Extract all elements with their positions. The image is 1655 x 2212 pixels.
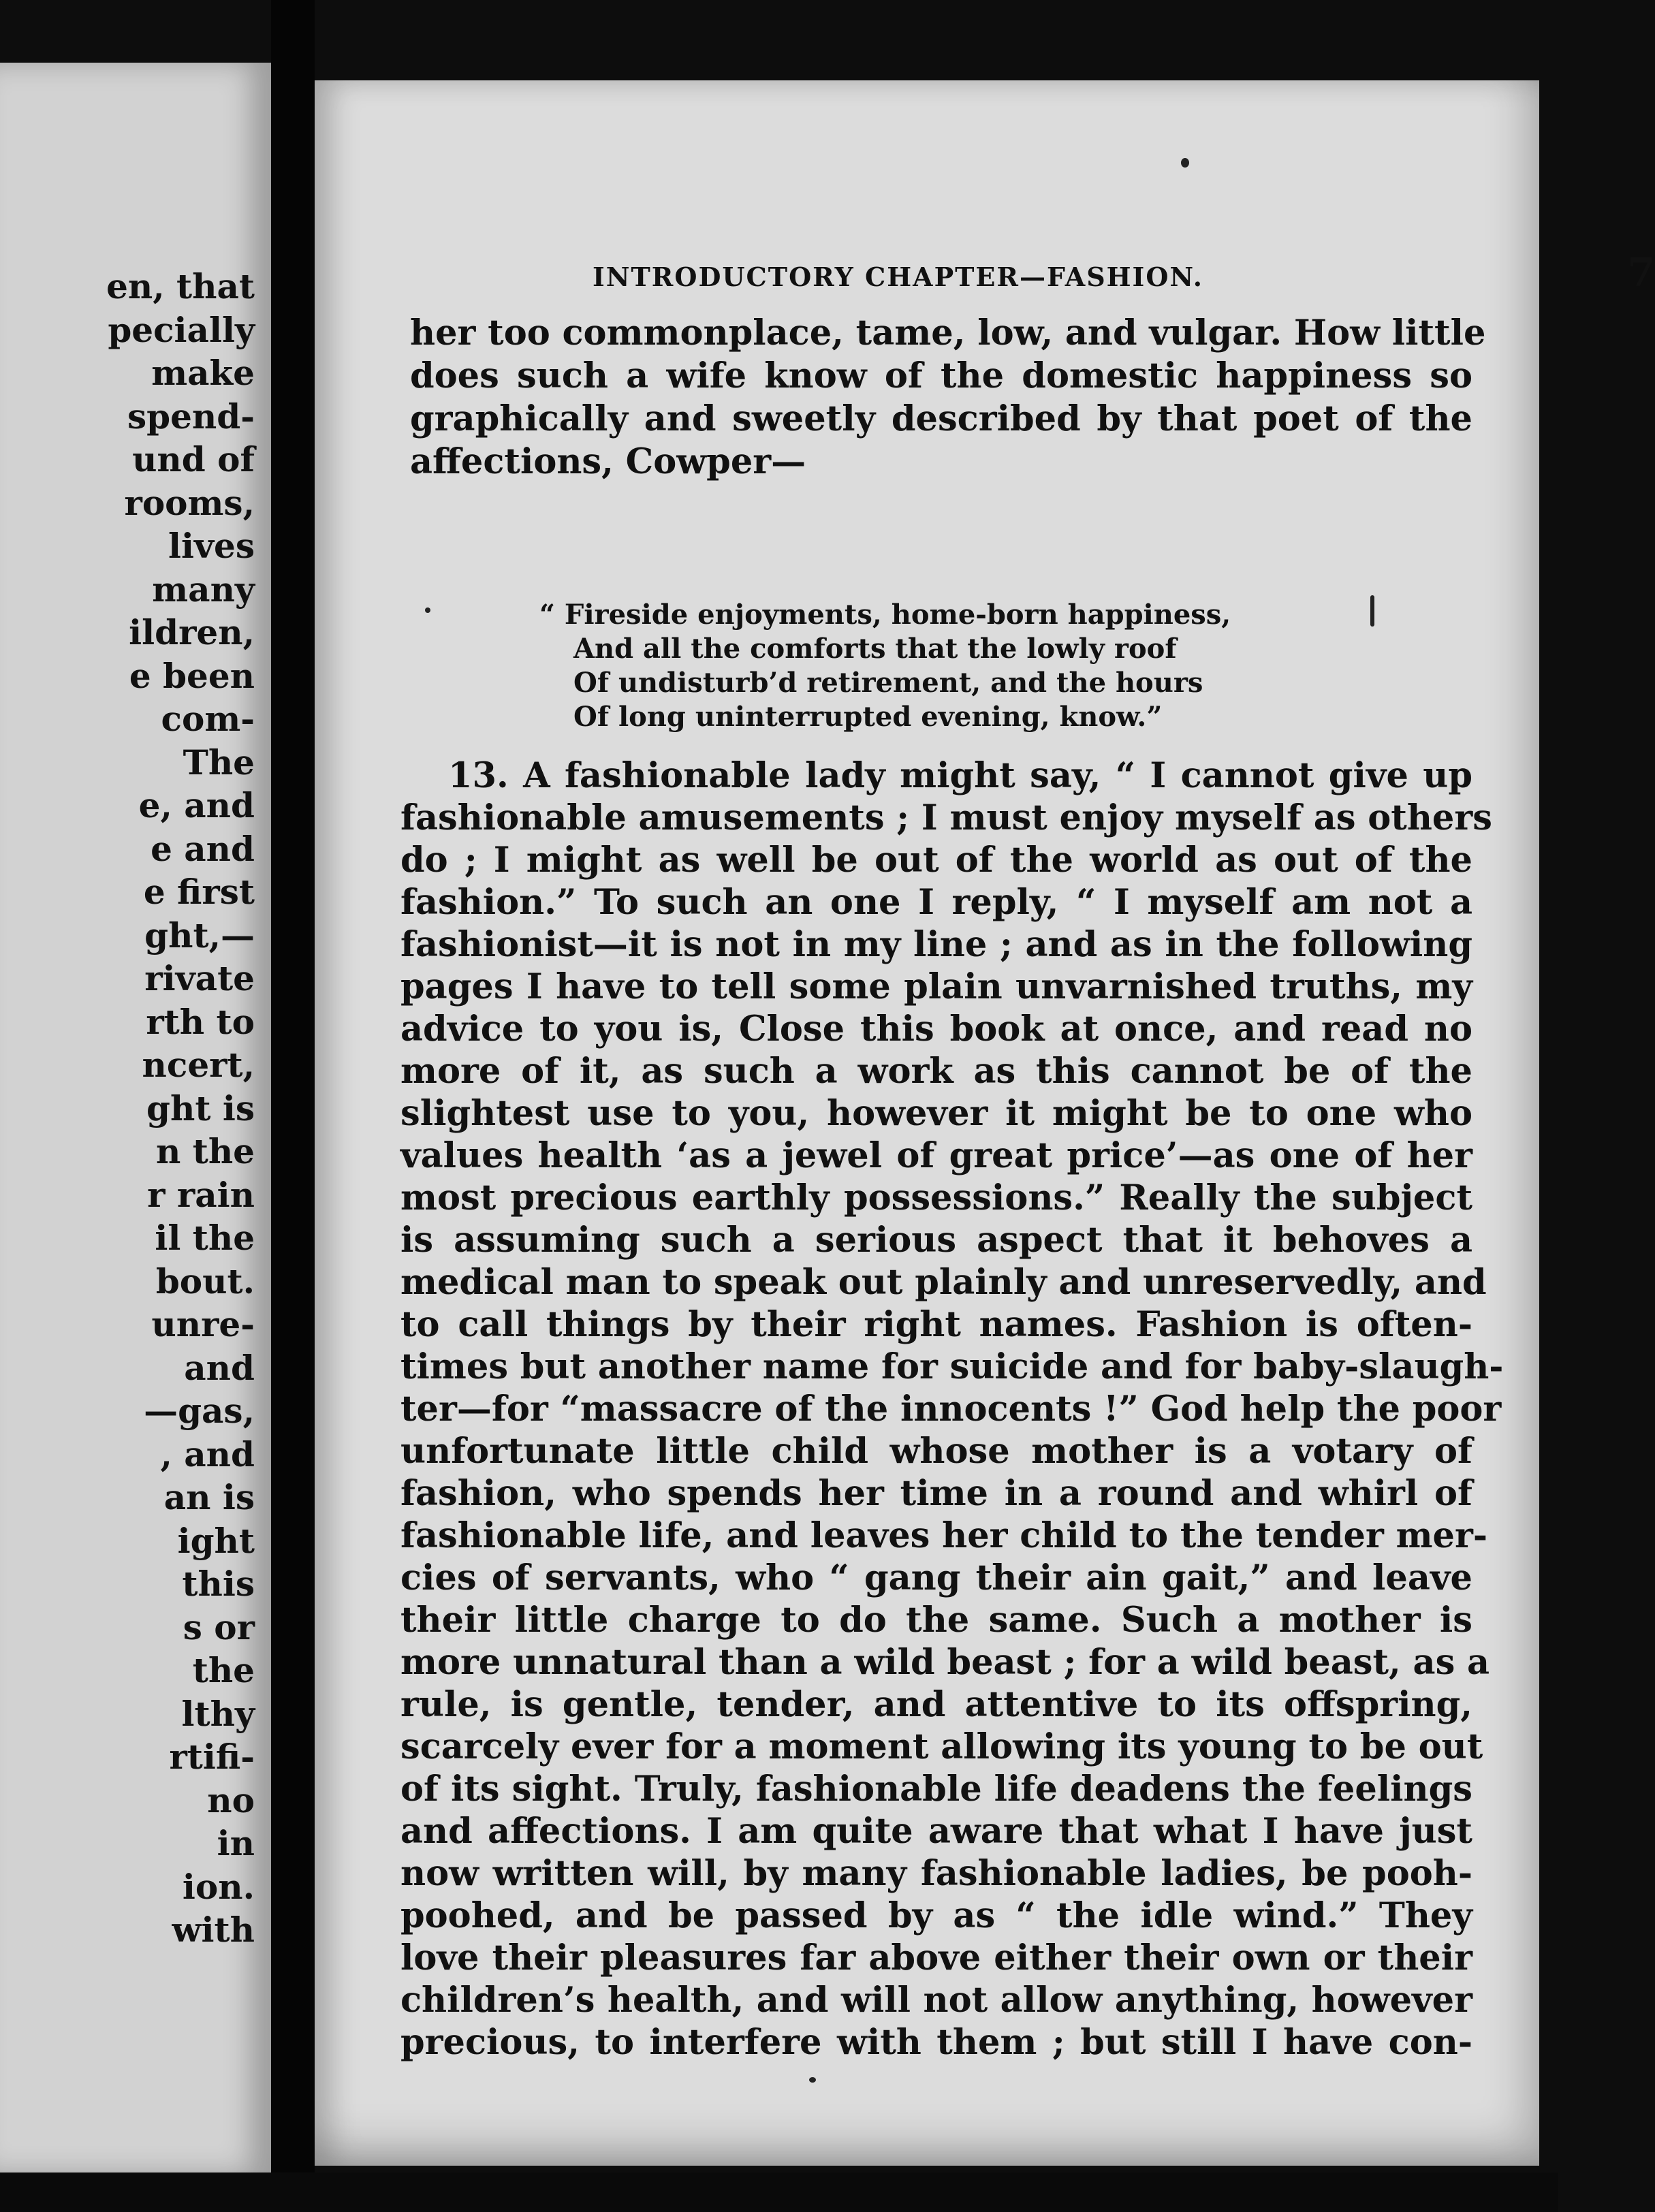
left-page-fragment: an is — [163, 1477, 255, 1517]
left-page-fragment: rooms, — [124, 482, 255, 523]
left-page-fragment: lives — [168, 526, 255, 566]
left-facing-page — [0, 63, 271, 2174]
left-page-fragment: unre- — [151, 1304, 255, 1344]
left-page-fragment: The — [183, 742, 255, 783]
left-page-fragment: ildren, — [129, 612, 255, 652]
left-page-fragment: e been — [129, 655, 255, 696]
text-line: to call things by their right names. Fashion is often- — [400, 1304, 1472, 1345]
text-line: love their pleasures far above either their own or their — [400, 1938, 1472, 1978]
text-line: most precious earthly possessions.” Really the subject — [400, 1178, 1472, 1218]
text-line: slightest use to you, however it might be to one who — [400, 1093, 1472, 1134]
left-page-fragment: , and — [160, 1434, 255, 1474]
left-page-fragment: n the — [155, 1131, 255, 1171]
print-speck — [809, 2077, 816, 2083]
left-page-fragment: e, and — [138, 785, 255, 825]
left-page-fragment: rivate — [144, 958, 255, 998]
right-page — [315, 80, 1655, 2166]
page-number: 7 — [1627, 249, 1655, 296]
text-line: graphically and sweetly described by that poet of the — [410, 398, 1472, 439]
text-line: fashionable life, and leaves her child to the tender mer- — [400, 1515, 1488, 1556]
text-line: of its sight. Truly, fashionable life deadens the feelings — [400, 1769, 1472, 1810]
text-line: values health ‘as a jewel of great price’—as one of her — [400, 1135, 1472, 1176]
left-page-fragment: r rain — [147, 1174, 255, 1215]
left-page-fragment: e first — [143, 872, 255, 912]
left-page-fragment: and — [184, 1347, 255, 1388]
text-line: advice to you is, Close this book at once, and read no — [400, 1009, 1472, 1049]
left-page-fragment: ncert, — [142, 1045, 255, 1085]
left-page-fragment: spend- — [127, 396, 255, 437]
text-line: rule, is gentle, tender, and attentive to its offspring, — [400, 1684, 1472, 1725]
opening-paragraph — [410, 312, 1486, 484]
left-page-fragment: lthy — [181, 1693, 255, 1734]
book-gutter — [271, 0, 315, 2212]
text-line: fashionable amusements ; I must enjoy myself as others — [400, 797, 1492, 838]
left-page-fragment: und of — [132, 439, 255, 479]
text-line: does such a wife know of the domestic happiness so — [410, 356, 1472, 396]
print-speck — [1181, 158, 1189, 168]
left-page-fragment: ght,— — [144, 915, 255, 955]
left-page-fragment: rtifi- — [169, 1737, 255, 1777]
text-line: medical man to speak out plainly and unreservedly, and — [400, 1262, 1487, 1303]
left-page-fragment: rth to — [146, 1001, 255, 1042]
left-page-fragment: —gas, — [144, 1391, 255, 1431]
left-page-fragment: in — [217, 1823, 255, 1863]
text-line: fashionist—it is not in my line ; and as in the following — [400, 924, 1472, 965]
left-page-fragment: ght is — [146, 1088, 255, 1128]
verse-quotation — [539, 598, 1231, 734]
text-line: now written will, by many fashionable ladies, be pooh- — [400, 1853, 1472, 1894]
text-line: times but another name for suicide and for baby-slaugh- — [400, 1346, 1504, 1387]
verse-line: “ Fireside enjoyments, home-born happiness, — [539, 599, 1231, 631]
left-page-fragment: the — [192, 1650, 255, 1690]
left-page-fragment: en, that — [106, 266, 255, 306]
left-page-fragment: s or — [183, 1607, 255, 1647]
left-page-fragment: il the — [155, 1218, 255, 1258]
scan-border — [0, 2172, 1558, 2212]
text-line: precious, to interfere with them ; but still I have con- — [400, 2022, 1472, 2063]
left-page-fragment: many — [152, 569, 255, 610]
print-speck — [1370, 595, 1374, 627]
text-line: ter—for “massacre of the innocents !” God help the poor — [400, 1389, 1502, 1429]
text-line: 13. A fashionable lady might say, “ I cannot give up — [448, 755, 1472, 796]
text-line: unfortunate little child whose mother is a votary of — [400, 1431, 1472, 1472]
verse-line: Of long uninterrupted evening, know.” — [573, 701, 1163, 733]
left-page-fragment: with — [172, 1910, 255, 1950]
text-line: fashion.” To such an one I reply, “ I myself am not a — [400, 882, 1472, 923]
left-page-fragment: ion. — [182, 1866, 255, 1907]
text-line: more of it, as such a work as this cannot be of the — [400, 1051, 1472, 1092]
text-line: fashion, who spends her time in a round and whirl of — [400, 1473, 1472, 1514]
left-page-fragment: bout. — [155, 1261, 255, 1301]
text-line: their little charge to do the same. Such a mother is — [400, 1600, 1472, 1641]
left-page-fragment: e and — [151, 828, 255, 869]
text-line: her too commonplace, tame, low, and vulgar. How little — [410, 313, 1486, 353]
text-line: poohed, and be passed by as “ the idle wind.” They — [400, 1895, 1472, 1936]
text-line: and affections. I am quite aware that what I have just — [400, 1811, 1472, 1852]
left-page-fragment: com- — [161, 699, 255, 739]
left-page-fragment: no — [207, 1780, 255, 1820]
print-speck — [425, 607, 430, 613]
left-page-fragment: this — [182, 1564, 255, 1604]
text-line: is assuming such a serious aspect that it behoves a — [400, 1220, 1472, 1261]
left-page-fragment: pecially — [108, 309, 255, 350]
text-line: children’s health, and will not allow anything, however — [400, 1980, 1472, 2021]
left-page-fragment: ight — [177, 1520, 255, 1561]
running-head — [593, 249, 1655, 296]
left-page-fragment: make — [151, 353, 255, 393]
verse-line: And all the comforts that the lowly roof — [573, 633, 1177, 665]
running-head-title: INTRODUCTORY CHAPTER—FASHION. — [593, 262, 1203, 292]
text-line: scarcely ever for a moment allowing its young to be out — [400, 1726, 1483, 1767]
paragraph-13 — [400, 755, 1504, 2064]
text-line: pages I have to tell some plain unvarnished truths, my — [400, 966, 1472, 1007]
verse-line: Of undisturb’d retirement, and the hours — [573, 667, 1203, 699]
text-line: affections, Cowper— — [410, 441, 806, 482]
text-line: cies of servants, who “ gang their ain gait,” and leave — [400, 1558, 1472, 1598]
text-line: more unnatural than a wild beast ; for a wild beast, as a — [400, 1642, 1490, 1683]
text-line: do ; I might as well be out of the world as out of the — [400, 840, 1472, 881]
